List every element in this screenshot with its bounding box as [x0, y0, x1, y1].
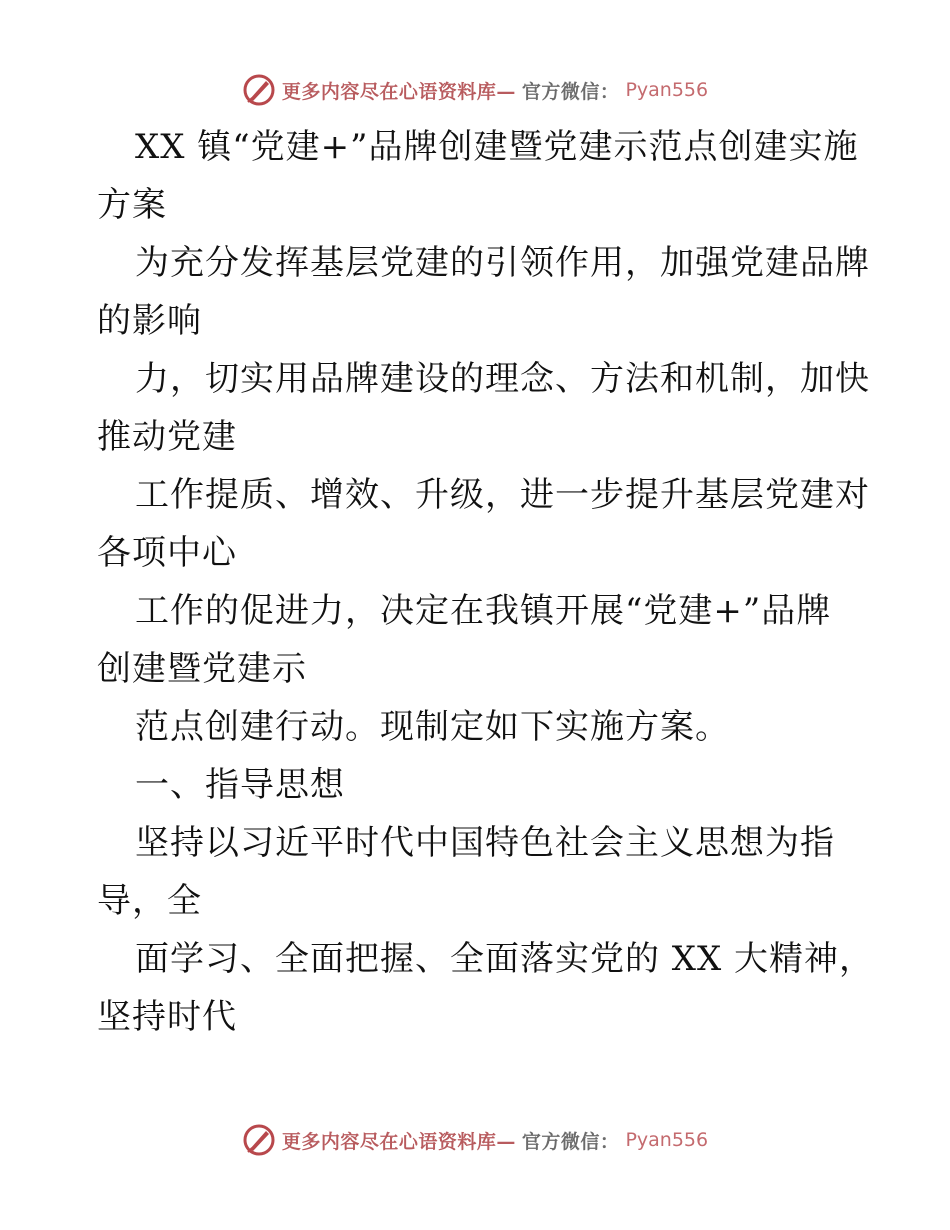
doc-line: 创建暨党建示: [97, 649, 307, 689]
doc-line: 导，全: [97, 881, 202, 921]
doc-title-line-1: XX 镇“党建+”品牌创建暨党建示范点创建实施: [135, 127, 859, 167]
quill-logo-icon: [242, 1123, 276, 1157]
doc-line: 的影响: [97, 301, 202, 341]
header-wechat-label: 官方微信：: [521, 80, 620, 103]
doc-line: 工作的促进力，决定在我镇开展“党建+”品牌: [135, 591, 832, 631]
doc-line: 面学习、全面把握、全面落实党的 XX 大精神，: [135, 939, 875, 979]
footer-wechat-label: 官方微信：: [521, 1130, 620, 1153]
doc-title-line-2: 方案: [97, 185, 167, 225]
footer-wechat-id: Pyan556: [625, 1129, 709, 1151]
doc-line: 为充分发挥基层党建的引领作用，加强党建品牌: [135, 243, 870, 283]
header-banner-text: 更多内容尽在心语资料库—: [281, 80, 516, 103]
doc-line: 力，切实用品牌建设的理念、方法和机制，加快: [135, 359, 870, 399]
quill-logo-icon: [242, 73, 276, 107]
header-wechat-id: Pyan556: [625, 79, 709, 101]
doc-line: 工作提质、增效、升级，进一步提升基层党建对: [135, 475, 870, 515]
header-banner: [0, 70, 950, 110]
footer-banner: [0, 1120, 950, 1160]
footer-banner-text: 更多内容尽在心语资料库—: [281, 1130, 516, 1153]
doc-line: 范点创建行动。现制定如下实施方案。: [135, 707, 730, 747]
doc-line: 各项中心: [97, 533, 237, 573]
doc-line: 坚持以习近平时代中国特色社会主义思想为指: [135, 823, 835, 863]
document-body: [97, 118, 875, 1046]
doc-line: 坚持时代: [97, 997, 237, 1037]
doc-line: 推动党建: [97, 417, 237, 457]
section-heading: 一、指导思想: [135, 765, 345, 805]
